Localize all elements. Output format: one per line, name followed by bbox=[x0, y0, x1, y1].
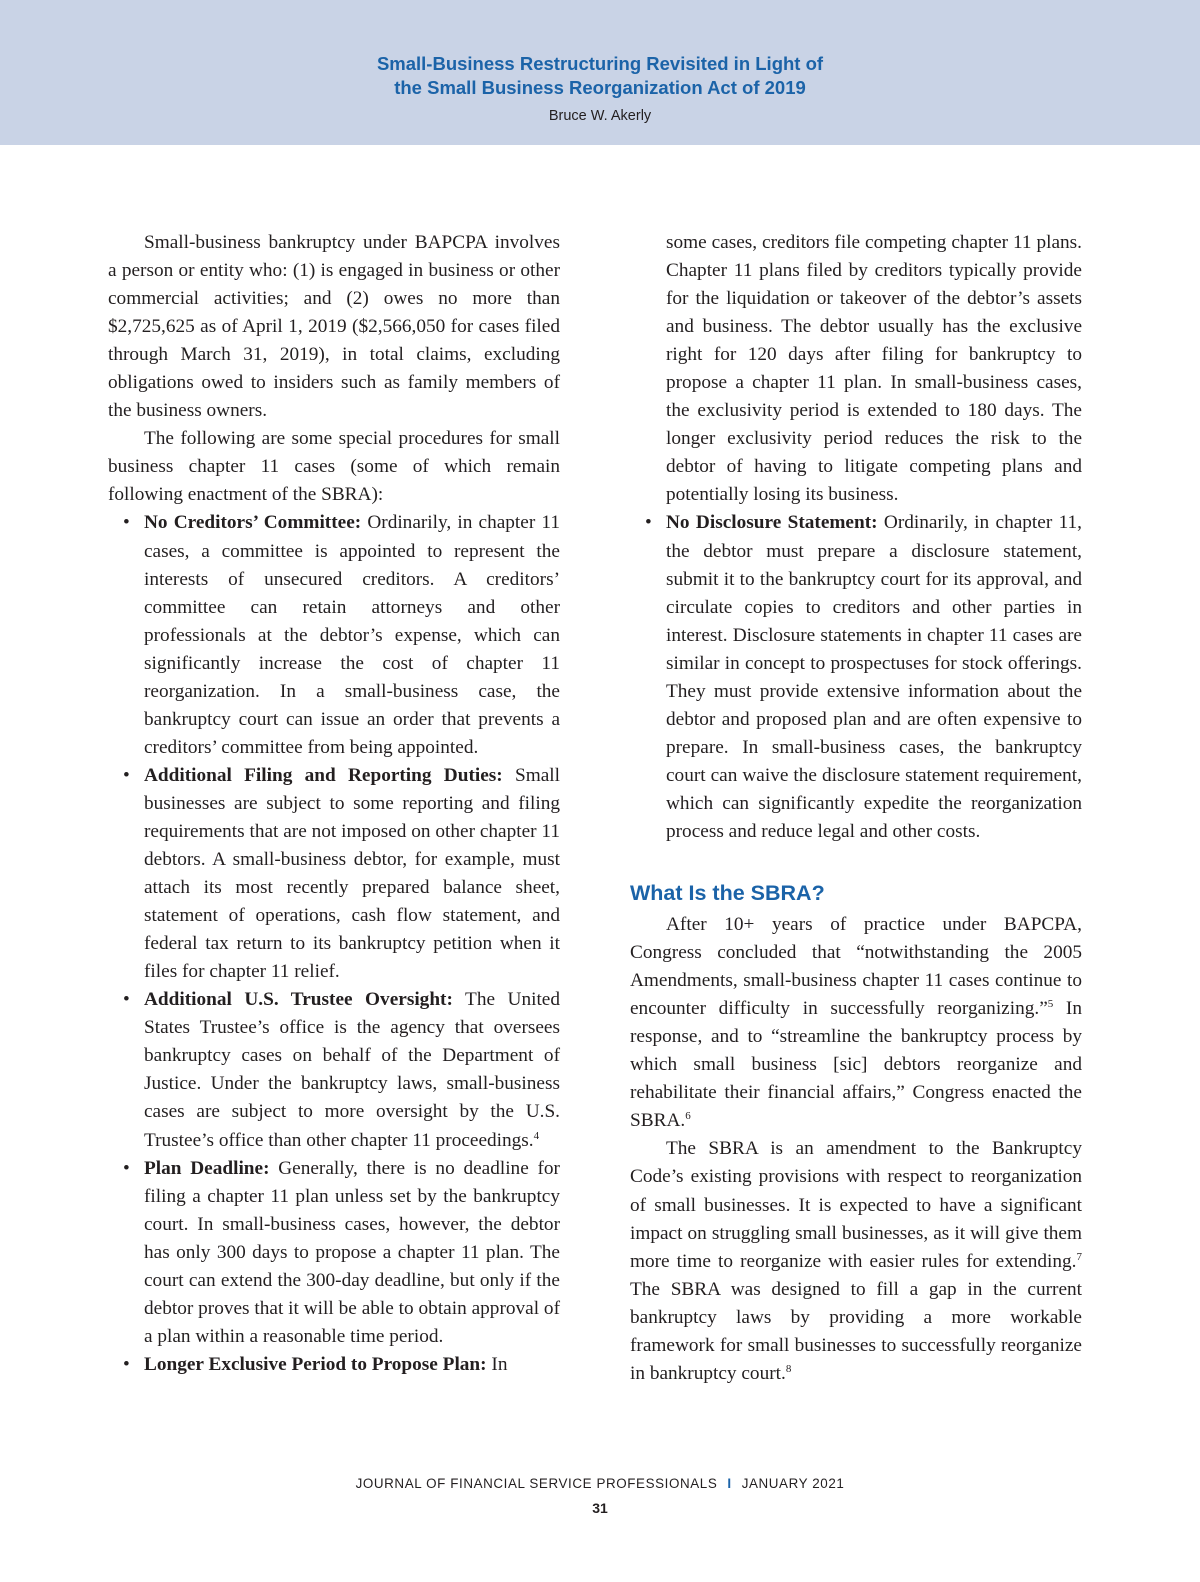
sbra-paragraph-1 bbox=[630, 911, 1082, 1135]
list-item bbox=[108, 509, 560, 761]
footnote-ref: 6 bbox=[685, 1110, 691, 1123]
list-item-text: some cases, creditors file competing chapter 11 plans. Chapter 11 plans filed by creditors typically provide for the liquidation or takeover of the debtor’s assets and business. The debtor usually has the exclusive right for 120 days after filing for bankruptcy to propose a chapter 11 plan. In small-business cases, the exclusivity period is extended to 180 days. The longer exclusivity period reduces the risk to the debtor of having to litigate competing plans and potentially losing its business. bbox=[666, 232, 1082, 506]
bullet-icon: • bbox=[123, 512, 130, 534]
bullet-icon: • bbox=[645, 512, 652, 534]
sbra-paragraph-2 bbox=[630, 1135, 1082, 1387]
list-item-term: Plan Deadline: bbox=[144, 1157, 270, 1179]
bullet-icon: • bbox=[123, 1157, 130, 1179]
page-number: 31 bbox=[592, 1500, 608, 1516]
list-item-term: No Creditors’ Committee: bbox=[144, 512, 362, 534]
list-item-text: Ordinarily, in chapter 11 cases, a committee is appointed to represent the interests of unsecured creditors. A creditors’ committee can retain attorneys and other professionals at the debtor’s expense, which can significantly increase the cost of chapter 11 reorganization. In a small-business case, the bankruptcy court can issue an order that prevents a creditors’ committee from being appointed. bbox=[144, 512, 560, 758]
article-title-line-1: Small-Business Restructuring Revisited in Light of bbox=[376, 53, 824, 74]
article-author: Bruce W. Akerly bbox=[548, 108, 652, 124]
list-item-continuation bbox=[630, 229, 1082, 509]
footnote-ref: 5 bbox=[1047, 998, 1054, 1011]
article-title bbox=[0, 52, 1200, 100]
footer-separator: I bbox=[727, 1476, 732, 1491]
list-item bbox=[108, 986, 560, 1154]
issue-date: JANUARY 2021 bbox=[741, 1476, 845, 1491]
page-footer bbox=[0, 1476, 1200, 1491]
list-item-text: The United States Trustee’s office is the agency that oversees bankruptcy cases on behalf of the Department of Justice. Under the bankruptcy laws, small-business cases are subject to more oversight by the U.S. Trustee’s office than other chapter 11 proceedings. bbox=[144, 989, 560, 1151]
list-item-text: In bbox=[486, 1353, 508, 1375]
paragraph-text: The SBRA was designed to fill a gap in the current bankruptcy laws by providing a more workable framework for small businesses to successfully reorganize in bankruptcy court. bbox=[630, 1278, 1082, 1384]
header-band bbox=[0, 0, 1200, 145]
left-column bbox=[108, 229, 560, 1379]
procedures-lead-in: The following are some special procedures for small business chapter 11 cases (some of which remain following enactment of the SBRA): bbox=[108, 428, 560, 506]
list-item-text: Small businesses are subject to some reporting and filing requirements that are not imposed on other chapter 11 debtors. A small-business debtor, for example, must attach its most recently prepared balance sheet, statement of operations, cash flow statement, and federal tax return to its bankruptcy petition when it files for chapter 11 relief. bbox=[144, 764, 560, 983]
paragraph-text: The SBRA is an amendment to the Bankruptcy Code’s existing provisions with respect to reorganization of small businesses. It is expected to have a significant impact on struggling small businesses, as it will give them more time to reorganize with easier rules for extending. bbox=[630, 1138, 1082, 1272]
list-item-text: Ordinarily, in chapter 11, the debtor must prepare a disclosure statement, submit it to the bankruptcy court for its approval, and circulate copies to creditors and other parties in interest. Disclosure statements in chapter 11 cases are similar in concept to prospectuses for stock offerings. They must provide extensive information about the debtor and proposed plan and are often expensive to prepare. In small-business cases, the bankruptcy court can waive the disclosure statement requirement, which can significantly expedite the reorganization process and reduce legal and other costs. bbox=[666, 512, 1082, 842]
paragraph-text: After 10+ years of practice under BAPCPA, Congress concluded that “notwithstanding the 2005 Amendments, small-business chapter 11 cases continue to encounter difficulty in successfully reorganizing.” bbox=[630, 914, 1082, 1020]
article-title-line-2: the Small Business Reorganization Act of 2019 bbox=[394, 77, 806, 98]
footnote-ref: 7 bbox=[1076, 1250, 1082, 1263]
procedures-list-continued bbox=[630, 229, 1082, 846]
bullet-icon: • bbox=[123, 764, 130, 786]
right-column bbox=[630, 229, 1082, 1388]
list-item-term: Additional Filing and Reporting Duties: bbox=[144, 764, 503, 786]
paragraph-text: In response, and to “streamline the bankruptcy process by which small business [sic] debtors reorganize and rehabilitate their financial affairs,” Congress enacted the SBRA. bbox=[630, 998, 1082, 1132]
procedures-list bbox=[108, 509, 560, 1378]
intro-paragraph: Small-business bankruptcy under BAPCPA involves a person or entity who: (1) is engaged in business or other commercial activities; and (2) owes no more than $2,725,625 as of April 1, 2019 ($2,566,050 for cases filed through March 31, 2019), in total claims, excluding obligations owed to insiders such as family members of the business owners. bbox=[108, 232, 560, 422]
journal-name: JOURNAL OF FINANCIAL SERVICE PROFESSIONALS bbox=[355, 1476, 718, 1491]
list-item bbox=[108, 1351, 560, 1379]
bullet-icon: • bbox=[123, 1353, 130, 1375]
list-item bbox=[108, 1155, 560, 1351]
section-heading: What Is the SBRA? bbox=[630, 881, 825, 906]
bullet-icon: • bbox=[123, 989, 130, 1011]
list-item-text: Generally, there is no deadline for filing a chapter 11 plan unless set by the bankruptcy court. In small-business cases, however, the debtor has only 300 days to propose a chapter 11 plan. The court can extend the 300-day deadline, but only if the debtor proves that it will be able to obtain approval of a plan within a reasonable time period. bbox=[144, 1157, 560, 1347]
list-item-term: No Disclosure Statement: bbox=[666, 512, 878, 534]
list-item bbox=[630, 509, 1082, 846]
list-item bbox=[108, 762, 560, 986]
list-item-term: Longer Exclusive Period to Propose Plan: bbox=[144, 1353, 487, 1375]
footnote-ref: 4 bbox=[533, 1129, 540, 1142]
footnote-ref: 8 bbox=[785, 1362, 792, 1375]
list-item-term: Additional U.S. Trustee Oversight: bbox=[144, 989, 453, 1011]
